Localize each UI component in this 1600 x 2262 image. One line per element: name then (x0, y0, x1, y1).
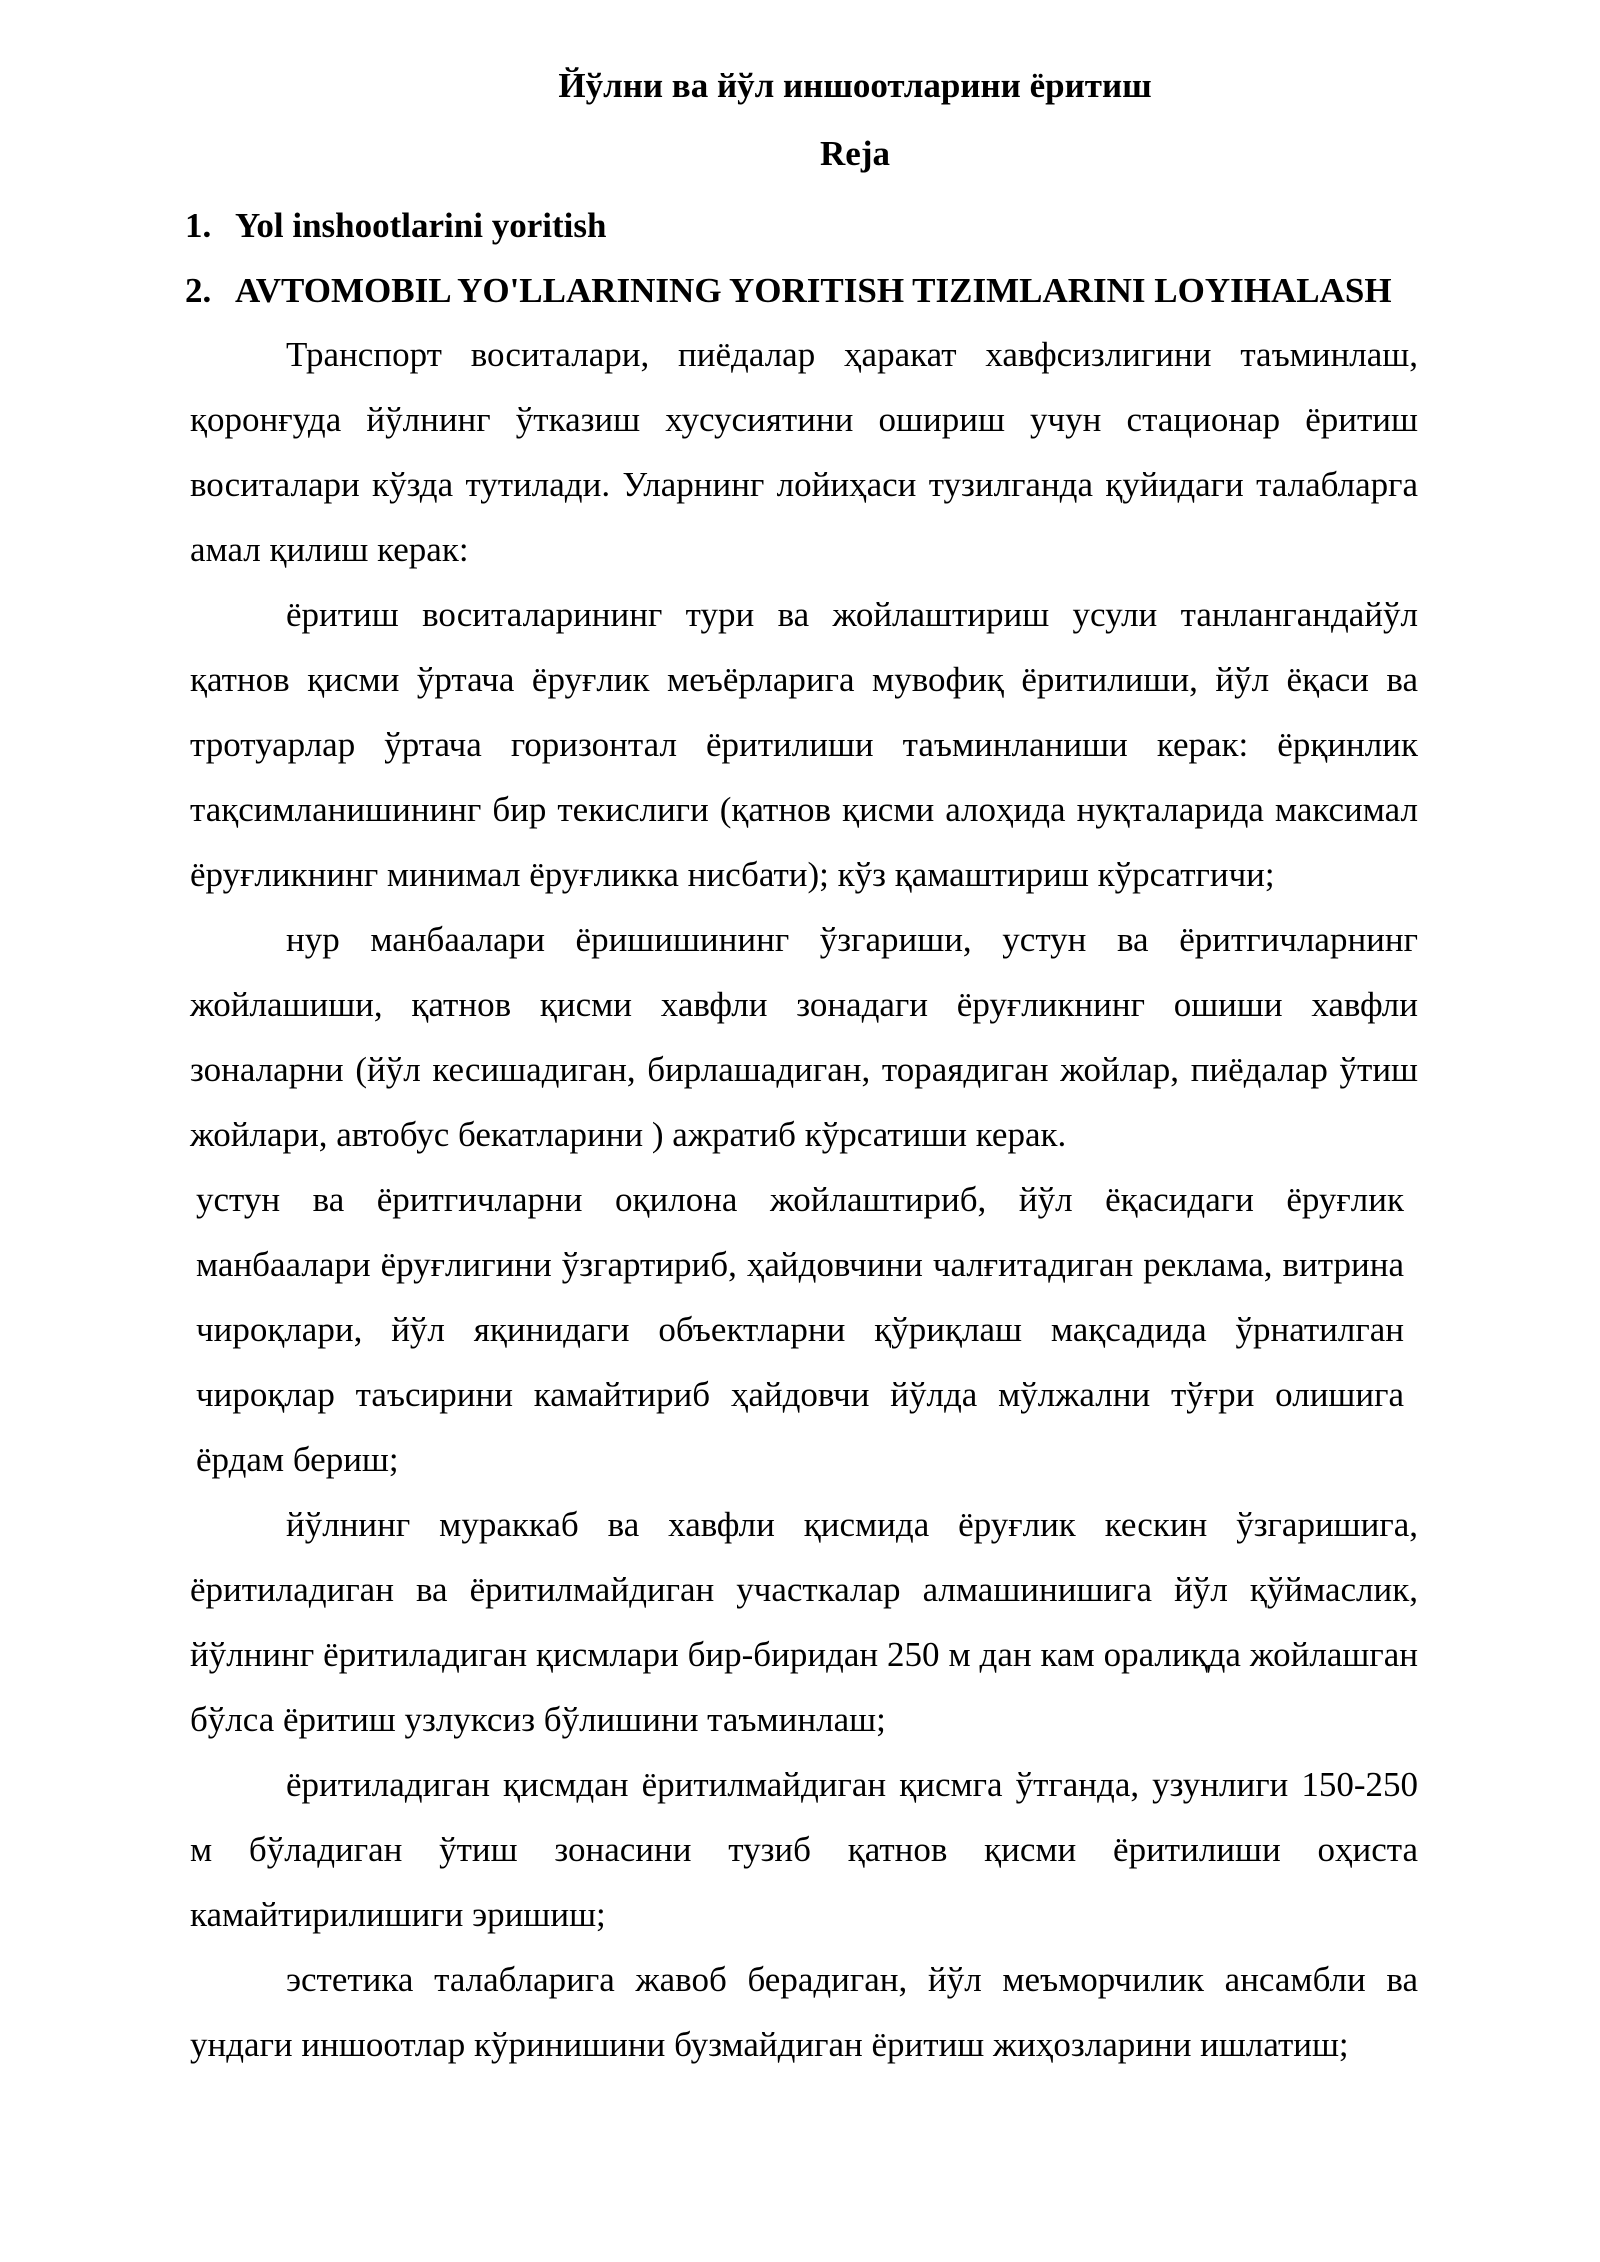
plan-heading: Reja (820, 134, 890, 173)
plan-item (185, 258, 1392, 323)
paragraph-requirement: ёритиладиган қисмдан ёритилмайдиган қисмга ўтганда, узунлиги 150-250 м бўладиган ўтиш зонасини тузиб қатнов қисми ёритилиши оҳиста камайтирилишиги эришиш; (190, 1765, 1418, 1934)
plan-item-text: AVTOMOBIL YO'LLARINING YORITISH TIZIMLARINI LOYIHALASH (235, 271, 1392, 310)
plan-item-number: 1. (185, 206, 212, 245)
document-title: Йўлни ва йўл иншоотларини ёритиш (558, 66, 1152, 105)
paragraph-requirement: ёритиш воситаларининг тури ва жойлаштириш усули танлангандайўл қатнов қисми ўртача ёруғлик меъёрларига мувофиқ ёритилиши, йўл ёқаси ва тротуарлар ўртача горизонтал ёритилиши таъминланиши керак: ёрқинлик тақсимланишининг бир текислиги (қатнов қисми алоҳида нуқталарида максимал ёруғликнинг минимал ёруғликка нисбати); кўз қамаштириш кўрсатгичи; (190, 595, 1418, 894)
plan-item-text: Yol inshootlarini yoritish (235, 206, 607, 245)
paragraph-requirement: нур манбаалари ёришишининг ўзгариши, устун ва ёритгичларнинг жойлашиши, қатнов қисми хавфли зонадаги ёруғликнинг ошиши хавфли зоналарни (йўл кесишадиган, бирлашадиган, тораядиган жойлар, пиёдалар ўтиш жойлари, автобус бекатларини ) ажратиб кўрсатиши керак. (190, 920, 1418, 1154)
plan-item-number: 2. (185, 271, 212, 310)
document-body (190, 322, 1418, 2077)
paragraph-intro: Транспорт воситалари, пиёдалар ҳаракат хавфсизлигини таъминлаш, қоронғуда йўлнинг ўтказиш хусусиятини ошириш учун стационар ёритиш воситалари кўзда тутилади. Уларнинг лойиҳаси тузилганда қуйидаги талабларга амал қилиш керак: (190, 335, 1418, 569)
paragraph-requirement: устун ва ёритгичларни оқилона жойлаштириб, йўл ёқасидаги ёруғлик манбаалари ёруғлигини ўзгартириб, ҳайдовчини чалғитадиган реклама, витрина чироқлари, йўл яқинидаги объектларни қўриқлаш мақсадида ўрнатилган чироқлар таъсирини камайтириб ҳайдовчи йўлда мўлжални тўғри олишига ёрдам бериш; (196, 1180, 1404, 1479)
plan-item (185, 193, 1392, 258)
plan-list (185, 193, 1392, 323)
paragraph-requirement: йўлнинг мураккаб ва хавфли қисмида ёруғлик кескин ўзгаришига, ёритиладиган ва ёритилмайдиган участкалар алмашинишига йўл қўймаслик, йўлнинг ёритиладиган қисмлари бир-биридан 250 м дан кам оралиқда жойлашган бўлса ёритиш узлуксиз бўлишини таъминлаш; (190, 1505, 1418, 1739)
paragraph-requirement: эстетика талабларига жавоб берадиган, йўл меъморчилик ансамбли ва ундаги иншоотлар кўринишини бузмайдиган ёритиш жиҳозларини ишлатиш; (190, 1960, 1418, 2064)
